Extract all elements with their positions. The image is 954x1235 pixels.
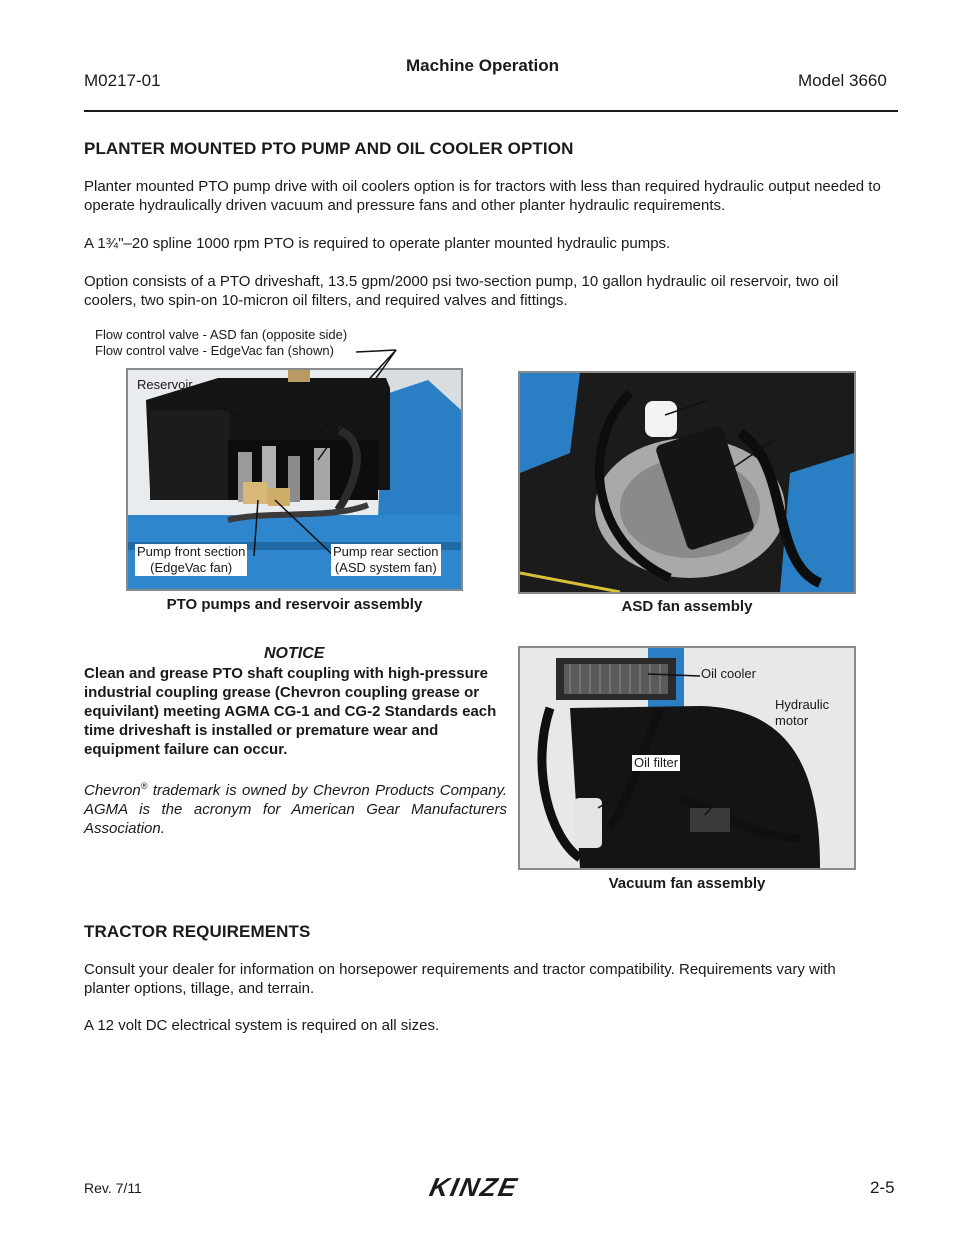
registered-mark: ® [140,781,148,791]
kinze-logo: KINZE [426,1172,522,1202]
notice-text: Clean and grease PTO shaft coupling with high-pressure industrial coupling grease (Chevron coupling grease or equivilant) meeting AGMA CG-1 and CG-2 Standards each time driveshaft is installed or premature wear and equipment failure can occur. [84,665,497,758]
paragraph: A 12 volt DC electrical system is required on all sizes. [84,1017,440,1034]
asd-fan-illustration [520,373,854,592]
callout-pump-front-line1: Pump front section [137,544,246,559]
figure-caption-pto: PTO pumps and reservoir assembly [166,596,423,613]
vacuum-fan-illustration [520,648,854,868]
notice-title: NOTICE [264,645,325,662]
trademark-name: Chevron [84,782,141,799]
callout-reservoir: Reservoir [137,377,193,392]
callout-pump-front [135,544,247,576]
vacuum-fan-photo [518,646,856,870]
callout-flow-asd: Flow control valve - ASD fan (opposite side) [95,327,348,342]
paragraph: A 1¾"–20 spline 1000 rpm PTO is required to operate planter mounted hydraulic pumps. [84,235,671,252]
callout-asd-oil-filter: Oil filter [706,392,751,407]
callout-pump-front-line2: (EdgeVac fan) [150,560,233,575]
callout-pump-rear [331,544,441,576]
callout-hydraulic-motor-line2: motor [775,713,809,728]
figure-caption-asd: ASD fan assembly [621,598,753,615]
callout-asd-oil-cooler: Oil cooler [771,430,826,445]
page-number: 2-5 [870,1178,895,1197]
callout-flow-edgevac: Flow control valve - EdgeVac fan (shown) [95,343,334,358]
callout-pump-rear-line1: Pump rear section [333,544,439,559]
paragraph: Option consists of a PTO driveshaft, 13.5 gpm/2000 psi two-section pump, 10 gallon hydraulic oil reservoir, two oil coolers, two spin-on 10-micron oil filters, and required valves and fittings. [84,273,839,309]
document-number: M0217-01 [84,71,161,90]
callout-hydraulic-motor [775,697,829,729]
callout-vacuum-oil-filter: Oil filter [634,755,679,770]
section-title-tractor: TRACTOR REQUIREMENTS [84,922,311,941]
figure-caption-vacuum: Vacuum fan assembly [608,875,766,892]
section-title-pto: PLANTER MOUNTED PTO PUMP AND OIL COOLER OPTION [84,139,574,158]
revision-date: Rev. 7/11 [84,1180,142,1196]
callout-vacuum-oil-cooler: Oil cooler [701,666,756,681]
callout-hydraulic-motor-line1: Hydraulic [775,697,830,712]
model-name: Model 3660 [798,71,887,90]
trademark-text: trademark is owned by Chevron Products Company. AGMA is the acronym for American Gear Manufacturers Association. [84,782,507,837]
section-header: Machine Operation [406,56,560,75]
paragraph: Planter mounted PTO pump drive with oil coolers option is for tractors with less than required hydraulic output needed to operate hydraulically driven vacuum and pressure fans and other planter hydraulic requirements. [84,178,881,214]
notice-footnote [84,777,507,838]
asd-fan-photo [518,371,856,594]
callout-pump-rear-line2: (ASD system fan) [334,560,437,575]
paragraph: Consult your dealer for information on horsepower requirements and tractor compatibility. Requirements vary with planter options, tillage, and terrain. [84,961,836,997]
